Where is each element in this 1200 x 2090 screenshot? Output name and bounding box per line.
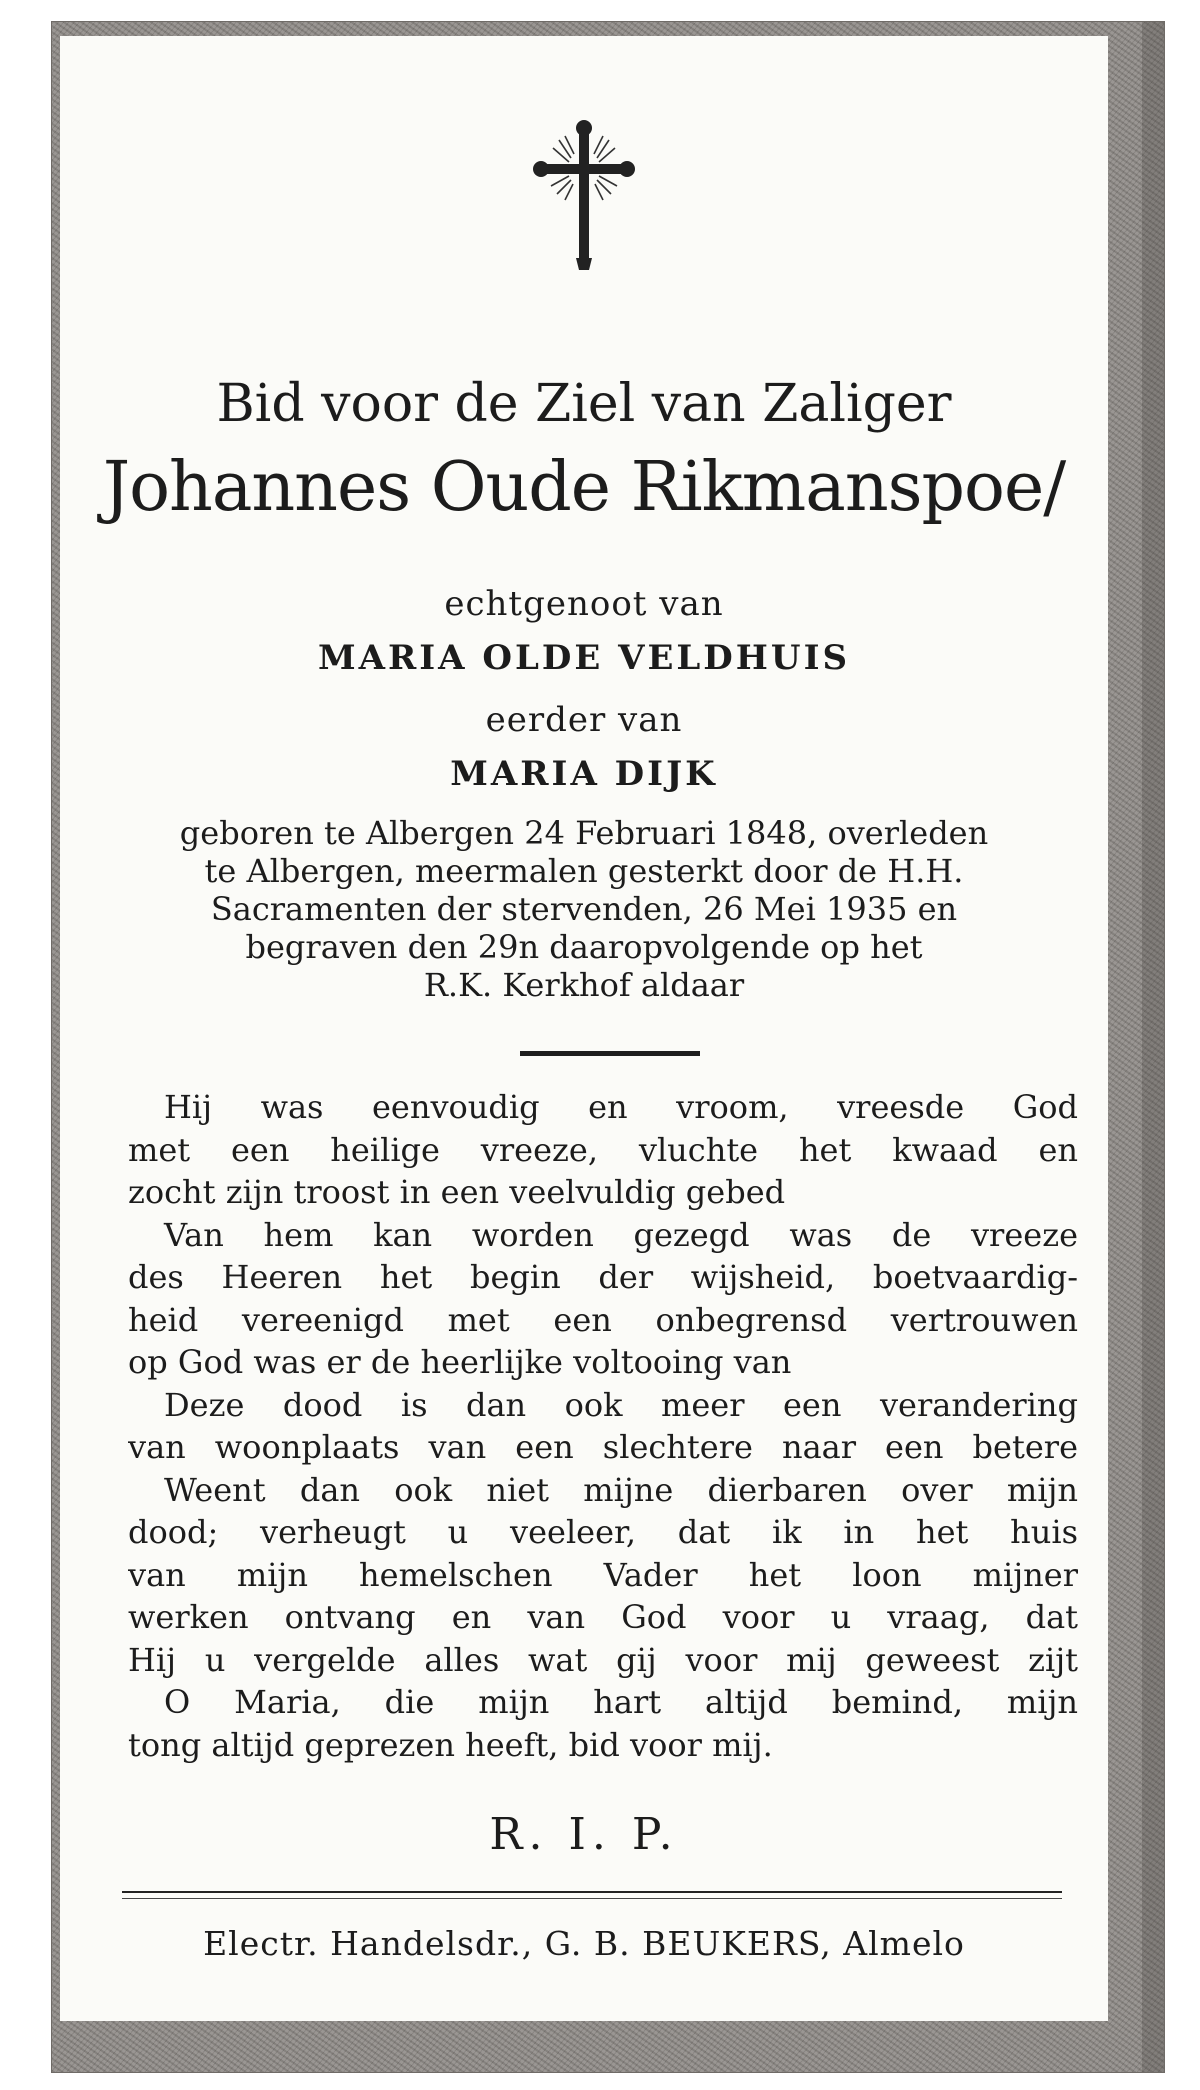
verse-line: Weent dan ook niet mijne dierbaren over mijn — [164, 1470, 1078, 1509]
former-spouse-name: MARIA DIJK — [450, 754, 718, 794]
verse-line: op God was er de heerlijke voltooing van — [128, 1343, 792, 1381]
verse-block — [128, 1086, 1078, 1766]
spouse-name: MARIA OLDE VELDHUIS — [317, 638, 851, 678]
verse-line: heid vereenigd met een onbegrensd vertrouwen — [128, 1300, 1078, 1339]
border-shadow — [1142, 22, 1164, 2072]
bio-line: R.K. Kerkhof aldaar — [423, 966, 745, 1004]
verse-line: werken ontvang en van God voor u vraag, dat — [128, 1598, 1078, 1636]
rip-text: R. I. P. — [489, 1809, 679, 1860]
radiant-cross-icon — [60, 118, 1108, 283]
verse-line: Van hem kan worden gezegd was de vreeze — [164, 1215, 1078, 1254]
verse-line: des Heeren het begin der wijsheid, boetvaardig- — [128, 1258, 1078, 1296]
card-paper — [60, 36, 1108, 2021]
verse-line: van woonplaats van een slechtere naar een betere — [128, 1428, 1078, 1466]
deceased-name: Johannes Oude Rikmanspoe/ — [102, 448, 1066, 527]
footer-divider — [122, 1891, 1062, 1893]
verse-line: tong altijd geprezen heeft, bid voor mij. — [128, 1725, 773, 1764]
footer-divider-thin — [122, 1898, 1062, 1899]
bio-line: begraven den 29n daaropvolgende op het — [245, 928, 923, 966]
verse-line: Deze dood is dan ook meer een verandering — [164, 1385, 1078, 1424]
verse-line: dood; verheugt u veeleer, dat ik in het huis — [128, 1513, 1078, 1551]
bio-line: te Albergen, meermalen gesterkt door de H.H. — [204, 852, 964, 890]
verse-line: van mijn hemelschen Vader het loon mijner — [128, 1555, 1078, 1594]
spouse-label: echtgenoot van — [444, 584, 724, 624]
biography-block — [100, 814, 1068, 1004]
verse-line: O Maria, die mijn hart altijd bemind, mijn — [164, 1683, 1078, 1721]
prayer-heading: Bid voor de Ziel van Zaliger — [216, 374, 952, 434]
verse-line: zocht zijn troost in een veelvuldig gebed — [128, 1173, 786, 1211]
verse-line: met een heilige vreeze, vluchte het kwaad en — [128, 1130, 1078, 1169]
verse-line: Hij was eenvoudig en vroom, vreesde God — [164, 1088, 1078, 1126]
bio-line: geboren te Albergen 24 Februari 1848, overleden — [179, 814, 989, 852]
printer-imprint: Electr. Handelsdr., G. B. BEUKERS, Almelo — [203, 1924, 965, 1963]
verse-line: Hij u vergelde alles wat gij voor mij geweest zijt — [128, 1640, 1078, 1679]
former-spouse-label: eerder van — [485, 700, 683, 740]
section-divider — [520, 1051, 700, 1056]
bio-line: Sacramenten der stervenden, 26 Mei 1935 en — [210, 890, 958, 928]
